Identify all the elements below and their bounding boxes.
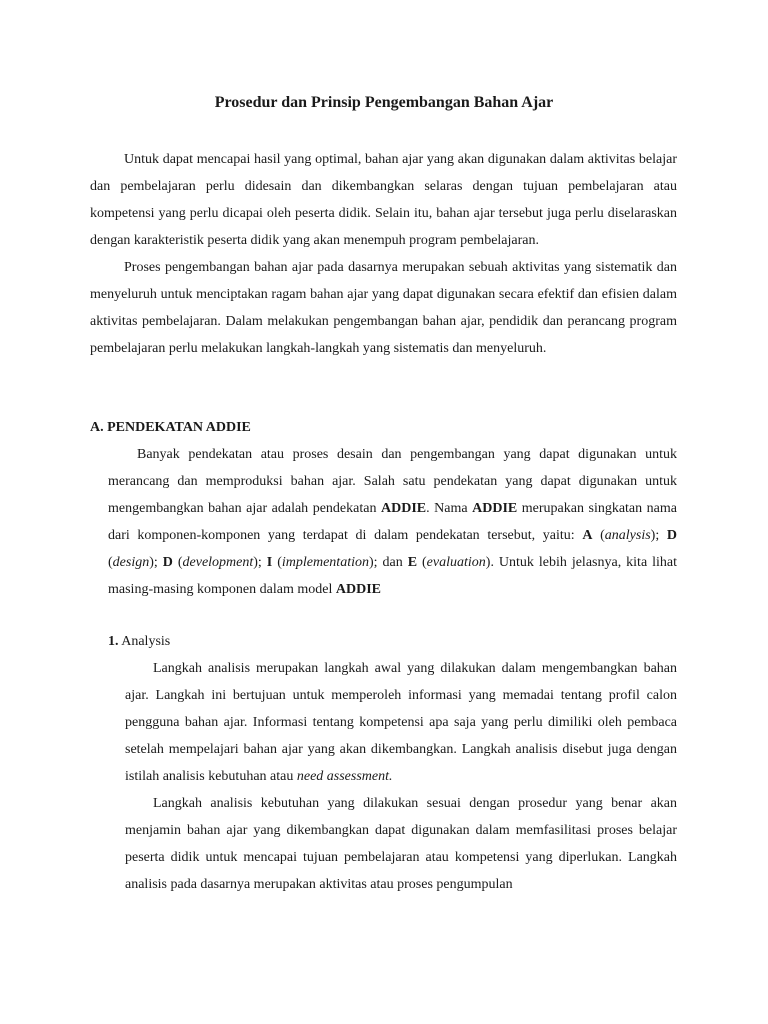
letter-d-2: D — [162, 555, 173, 570]
open-paren: ( — [600, 528, 605, 543]
analysis-p1-text: Langkah analisis merupakan langkah awal yang dilakukan dalam mengembangkan bahan ajar. Langkah ini bertujuan untuk memperoleh informasi yang memadai tentang profil calon pengguna bahan ajar. Informasi tentang kompetensi apa saja yang perlu dimiliki oleh pembaca setelah mempelajari bahan ajar yang akan dikembangkan. Langkah analisis disebut juga dengan istilah analisis kebutuhan atau — [125, 661, 677, 784]
term-implementation: implementation — [281, 555, 369, 570]
term-design: design — [112, 555, 150, 570]
intro-paragraph-1 — [90, 146, 677, 254]
addie-term-2: ADDIE — [472, 501, 518, 516]
analysis-paragraph-1 — [125, 655, 677, 790]
addie-paragraph — [108, 441, 677, 603]
separator-1: ); — [650, 528, 667, 543]
letter-d-1: D — [666, 528, 677, 543]
term-development: development — [182, 555, 254, 570]
section-a-heading: A. PENDEKATAN ADDIE — [90, 420, 251, 435]
addie-term-3: ADDIE — [335, 582, 381, 597]
analysis-subheading — [108, 628, 170, 655]
document-title: Prosedur dan Prinsip Pengembangan Bahan Ajar — [214, 94, 554, 111]
separator-3: ); — [149, 555, 163, 570]
analysis-number: 1. — [108, 634, 119, 649]
analysis-paragraph-2-text: Langkah analisis kebutuhan yang dilakukan sesuai dengan prosedur yang benar akan menjamin bahan ajar yang dikembangkan dapat digunakan dalam memfasilitasi proses belajar peserta didik untuk mencapai tujuan pembelajaran atau kompetensi yang diperlukan. Langkah analisis pada dasarnya merupakan aktivitas atau proses pengumpulan — [125, 796, 677, 892]
term-evaluation: evaluation — [426, 555, 486, 570]
addie-text-1: Banyak pendekatan atau proses desain dan pengembangan yang dapat digunakan untuk merancang dan memproduksi bahan ajar. Salah satu pendekatan yang dapat digunakan untuk mengembangkan bahan ajar adalah pendekatan — [108, 447, 677, 516]
addie-text-2: . Nama — [426, 501, 473, 516]
separator-5: ); — [253, 555, 267, 570]
letter-e: E — [407, 555, 418, 570]
letter-a: A — [582, 528, 593, 543]
intro-paragraph-2 — [90, 254, 677, 362]
letter-i: I — [266, 555, 273, 570]
analysis-paragraph-1-text — [125, 655, 677, 790]
intro-paragraph-2-text: Proses pengembangan bahan ajar pada dasarnya merupakan sebuah aktivitas yang sistematik dan menyeluruh untuk menciptakan ragam bahan ajar yang dapat digunakan secara efektif dan efisien dalam aktivitas pembelajaran. Dalam melakukan pengembangan bahan ajar, pendidik dan perancang program pembelajaran perlu melakukan langkah-langkah yang sistematis dan menyeluruh. — [90, 260, 677, 356]
addie-term-1: ADDIE — [380, 501, 427, 516]
analysis-label: Analysis — [118, 634, 171, 649]
addie-paragraph-text — [108, 441, 677, 603]
separator-6: ( — [272, 555, 282, 570]
addie-text-4: ). Untuk lebih jelasnya, kita lihat masing-masing komponen dalam model — [108, 555, 677, 597]
analysis-paragraph-2 — [125, 790, 677, 898]
separator-and: ); dan — [368, 555, 408, 570]
addie-text-3: merupakan singkatan nama dari komponen-komponen yang terdapat di dalam pendekatan tersebut, yaitu: — [108, 501, 677, 543]
intro-paragraph-1-text: Untuk dapat mencapai hasil yang optimal, bahan ajar yang akan digunakan dalam aktivitas belajar dan pembelajaran perlu didesain dan dikembangkan selaras dengan tujuan pembelajaran atau kompetensi yang perlu dicapai oleh peserta didik. Selain itu, bahan ajar tersebut juga perlu diselaraskan dengan karakteristik peserta didik yang akan menempuh program pembelajaran. — [90, 152, 677, 248]
separator-4: ( — [172, 555, 183, 570]
term-analysis: analysis — [604, 528, 651, 543]
separator-2: ( — [108, 555, 113, 570]
term-need-assessment: need assessment. — [296, 769, 393, 784]
separator-7: ( — [417, 555, 427, 570]
